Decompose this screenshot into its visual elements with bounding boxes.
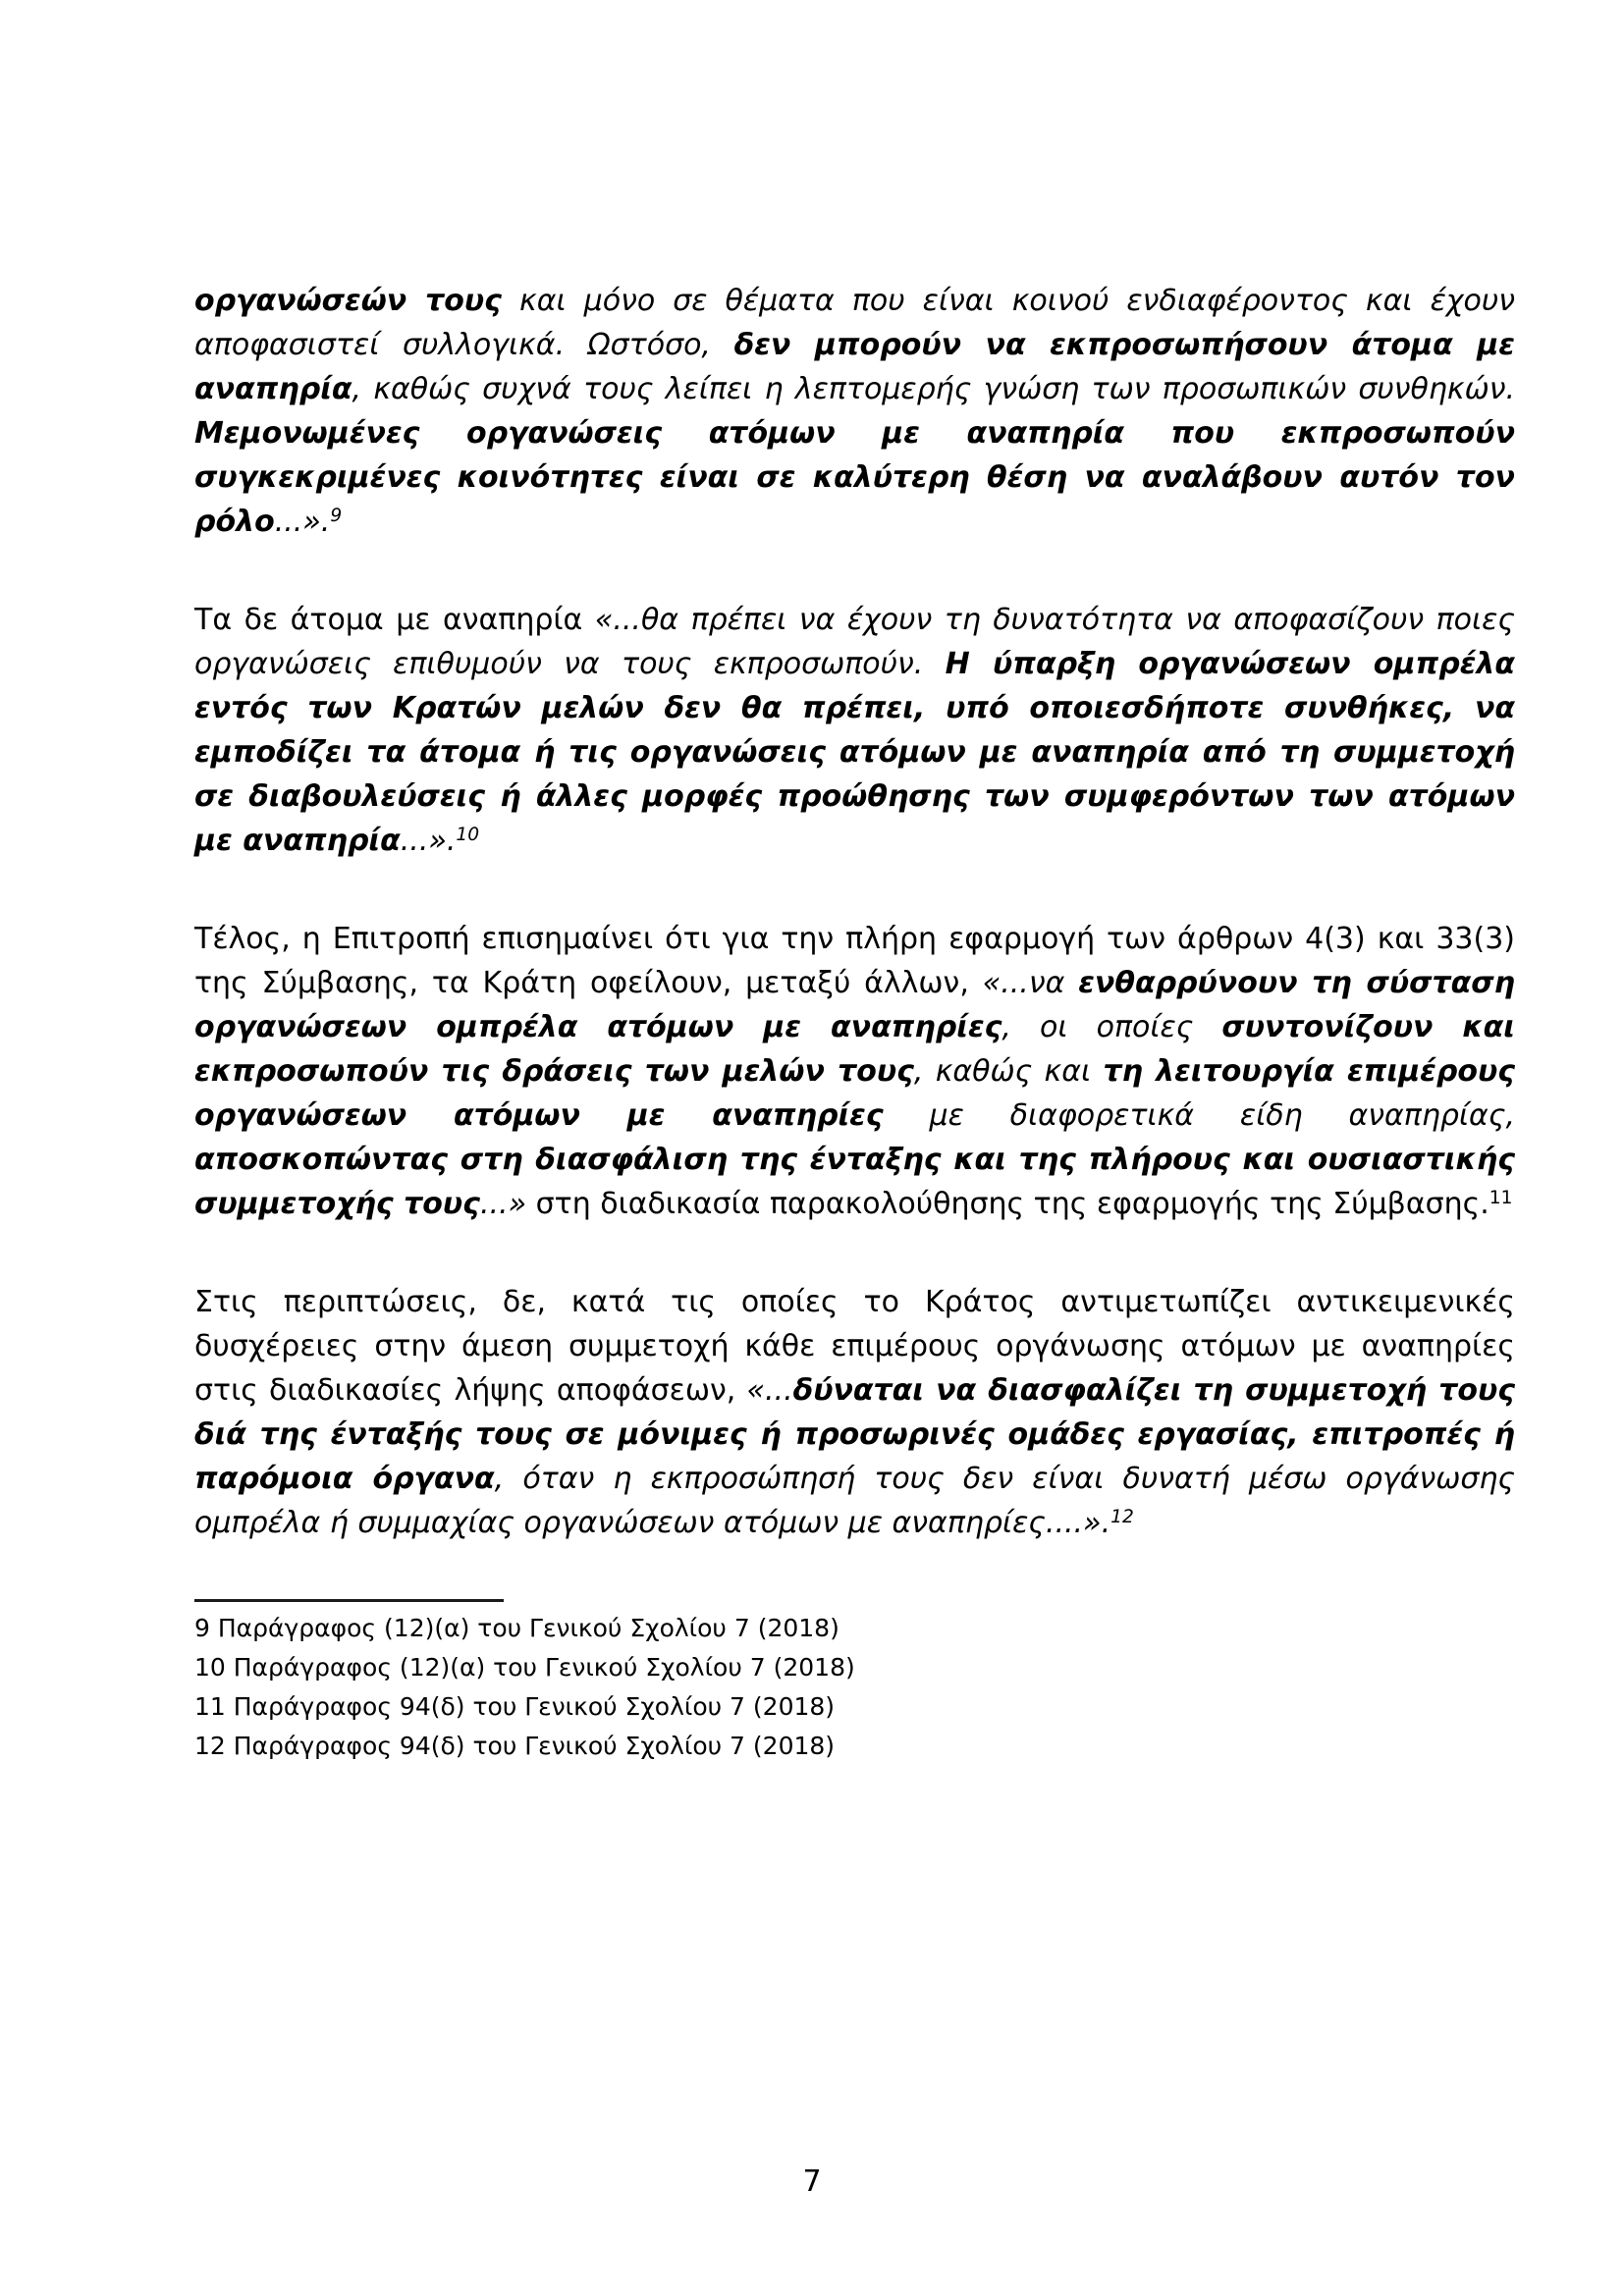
text-run: «...θα πρέπει να έχουν τη δυνατότητα να αποφασίζουν ποιες οργανώσεις επιθυμούν να τους εκπροσωπούν. — [194, 603, 1525, 681]
footnote: 9 Παράγραφος (12)(α) του Γενικού Σχολίου 7 (2018) — [194, 1614, 839, 1642]
paragraph — [194, 917, 1526, 1226]
paragraph-container — [194, 279, 1526, 1545]
text-run: ενθαρρύνουν τη σύσταση οργανώσεων ομπρέλα ατόμων με αναπηρίες — [194, 966, 1526, 1044]
text-run: δύναται να διασφαλίζει τη συμμετοχή τους διά της ένταξής τους σε μόνιμες ή προσωρινές ομάδες εργασίας, επιτροπές ή παρόμοια όργανα — [194, 1373, 1526, 1496]
text-run: , καθώς συχνά τους λείπει η λεπτομερής γνώση των προσωπικών συνθηκών. — [352, 372, 1525, 406]
text-run: Τέλος, η Επιτροπή επισημαίνει ότι για την πλήρη εφαρμογή των άρθρων 4(3) και 33(3) της Σύμβασης, τα Κράτη οφείλουν, μεταξύ άλλων, — [194, 922, 1525, 1000]
footnote: 10 Παράγραφος (12)(α) του Γενικού Σχολίου 7 (2018) — [194, 1653, 855, 1682]
paragraph — [194, 279, 1526, 544]
text-run: αποσκοπώντας στη διασφάλιση της ένταξης και της πλήρους και ουσιαστικής συμμετοχής τους — [194, 1143, 1526, 1221]
page-number: 7 — [802, 2164, 822, 2199]
text-run: Στις περιπτώσεις, δε, κατά τις οποίες το Κράτος αντιμετωπίζει αντικειμενικές δυσχέρειες στην άμεση συμμετοχή κάθε επιμέρους οργάνωσης ατόμων με αναπηρίες στις διαδικασίες λήψης αποφάσεων, — [194, 1285, 1525, 1408]
text-run: Μεμονωμένες οργανώσεις ατόμων με αναπηρία που εκπροσωπούν συγκεκριμένες κοινότητες είναι σε καλύτερη θέση να αναλάβουν αυτόν τον ρόλο — [194, 416, 1526, 539]
text-run: ...». — [274, 505, 331, 539]
text-run: «... — [746, 1373, 793, 1408]
footnote-reference: 11 — [1489, 1187, 1513, 1208]
text-run: , οι οποίες — [1001, 1010, 1222, 1044]
text-run: τη λειτουργία επιμέρους οργανώσεων ατόμων με αναπηρίες — [194, 1054, 1526, 1133]
text-run: , καθώς και — [913, 1054, 1104, 1089]
footnote-separator — [194, 1599, 504, 1602]
text-run: οργανώσεών τους — [194, 284, 502, 318]
text-run: με διαφορετικά είδη αναπηρίας, — [883, 1098, 1525, 1133]
text-run: και μόνο σε θέματα που είναι κοινού ενδιαφέροντος και έχουν αποφασιστεί συλλογικά. Ωστόσο, — [194, 284, 1525, 362]
text-run: συντονίζουν και εκπροσωπούν τις δράσεις των μελών τους — [194, 1010, 1526, 1089]
footnote-reference: 12 — [1110, 1506, 1134, 1527]
paragraph — [194, 598, 1526, 863]
text-run: Τα δε άτομα με αναπηρία — [194, 603, 595, 637]
footnote: 11 Παράγραφος 94(δ) του Γενικού Σχολίου 7 (2018) — [194, 1692, 836, 1721]
paragraph — [194, 1280, 1526, 1545]
footnote-reference: 10 — [456, 824, 480, 845]
body-text — [194, 279, 1526, 1766]
footnote-reference: 9 — [330, 505, 343, 526]
text-run: , όταν η εκπροσώπησή τους δεν είναι δυνατή μέσω οργάνωσης ομπρέλα ή συμμαχίας οργανώσεων ατόμων με αναπηρίες....». — [194, 1462, 1525, 1540]
footnote: 12 Παράγραφος 94(δ) του Γενικού Σχολίου 7 (2018) — [194, 1732, 836, 1760]
text-run: «...να — [982, 966, 1079, 1000]
text-run: στη διαδικασία παρακολούθησης της εφαρμογής της Σύμβασης. — [526, 1187, 1489, 1221]
footnotes — [194, 1609, 1515, 1766]
text-run: Η ύπαρξη οργανώσεων ομπρέλα εντός των Κρατών μελών δεν θα πρέπει, υπό οποιεσδήποτε συνθήκες, να εμποδίζει τα άτομα ή τις οργανώσεις ατόμων με αναπηρία από τη συμμετοχή σε διαβουλεύσεις ή άλλες μορφές προώθησης των συμφερόντων των ατόμων με αναπηρία — [194, 647, 1526, 858]
text-run: ...» — [479, 1187, 527, 1221]
text-run: δεν μπορούν να εκπροσωπήσουν άτομα με αναπηρία — [194, 328, 1526, 406]
text-run: ...». — [400, 824, 457, 858]
